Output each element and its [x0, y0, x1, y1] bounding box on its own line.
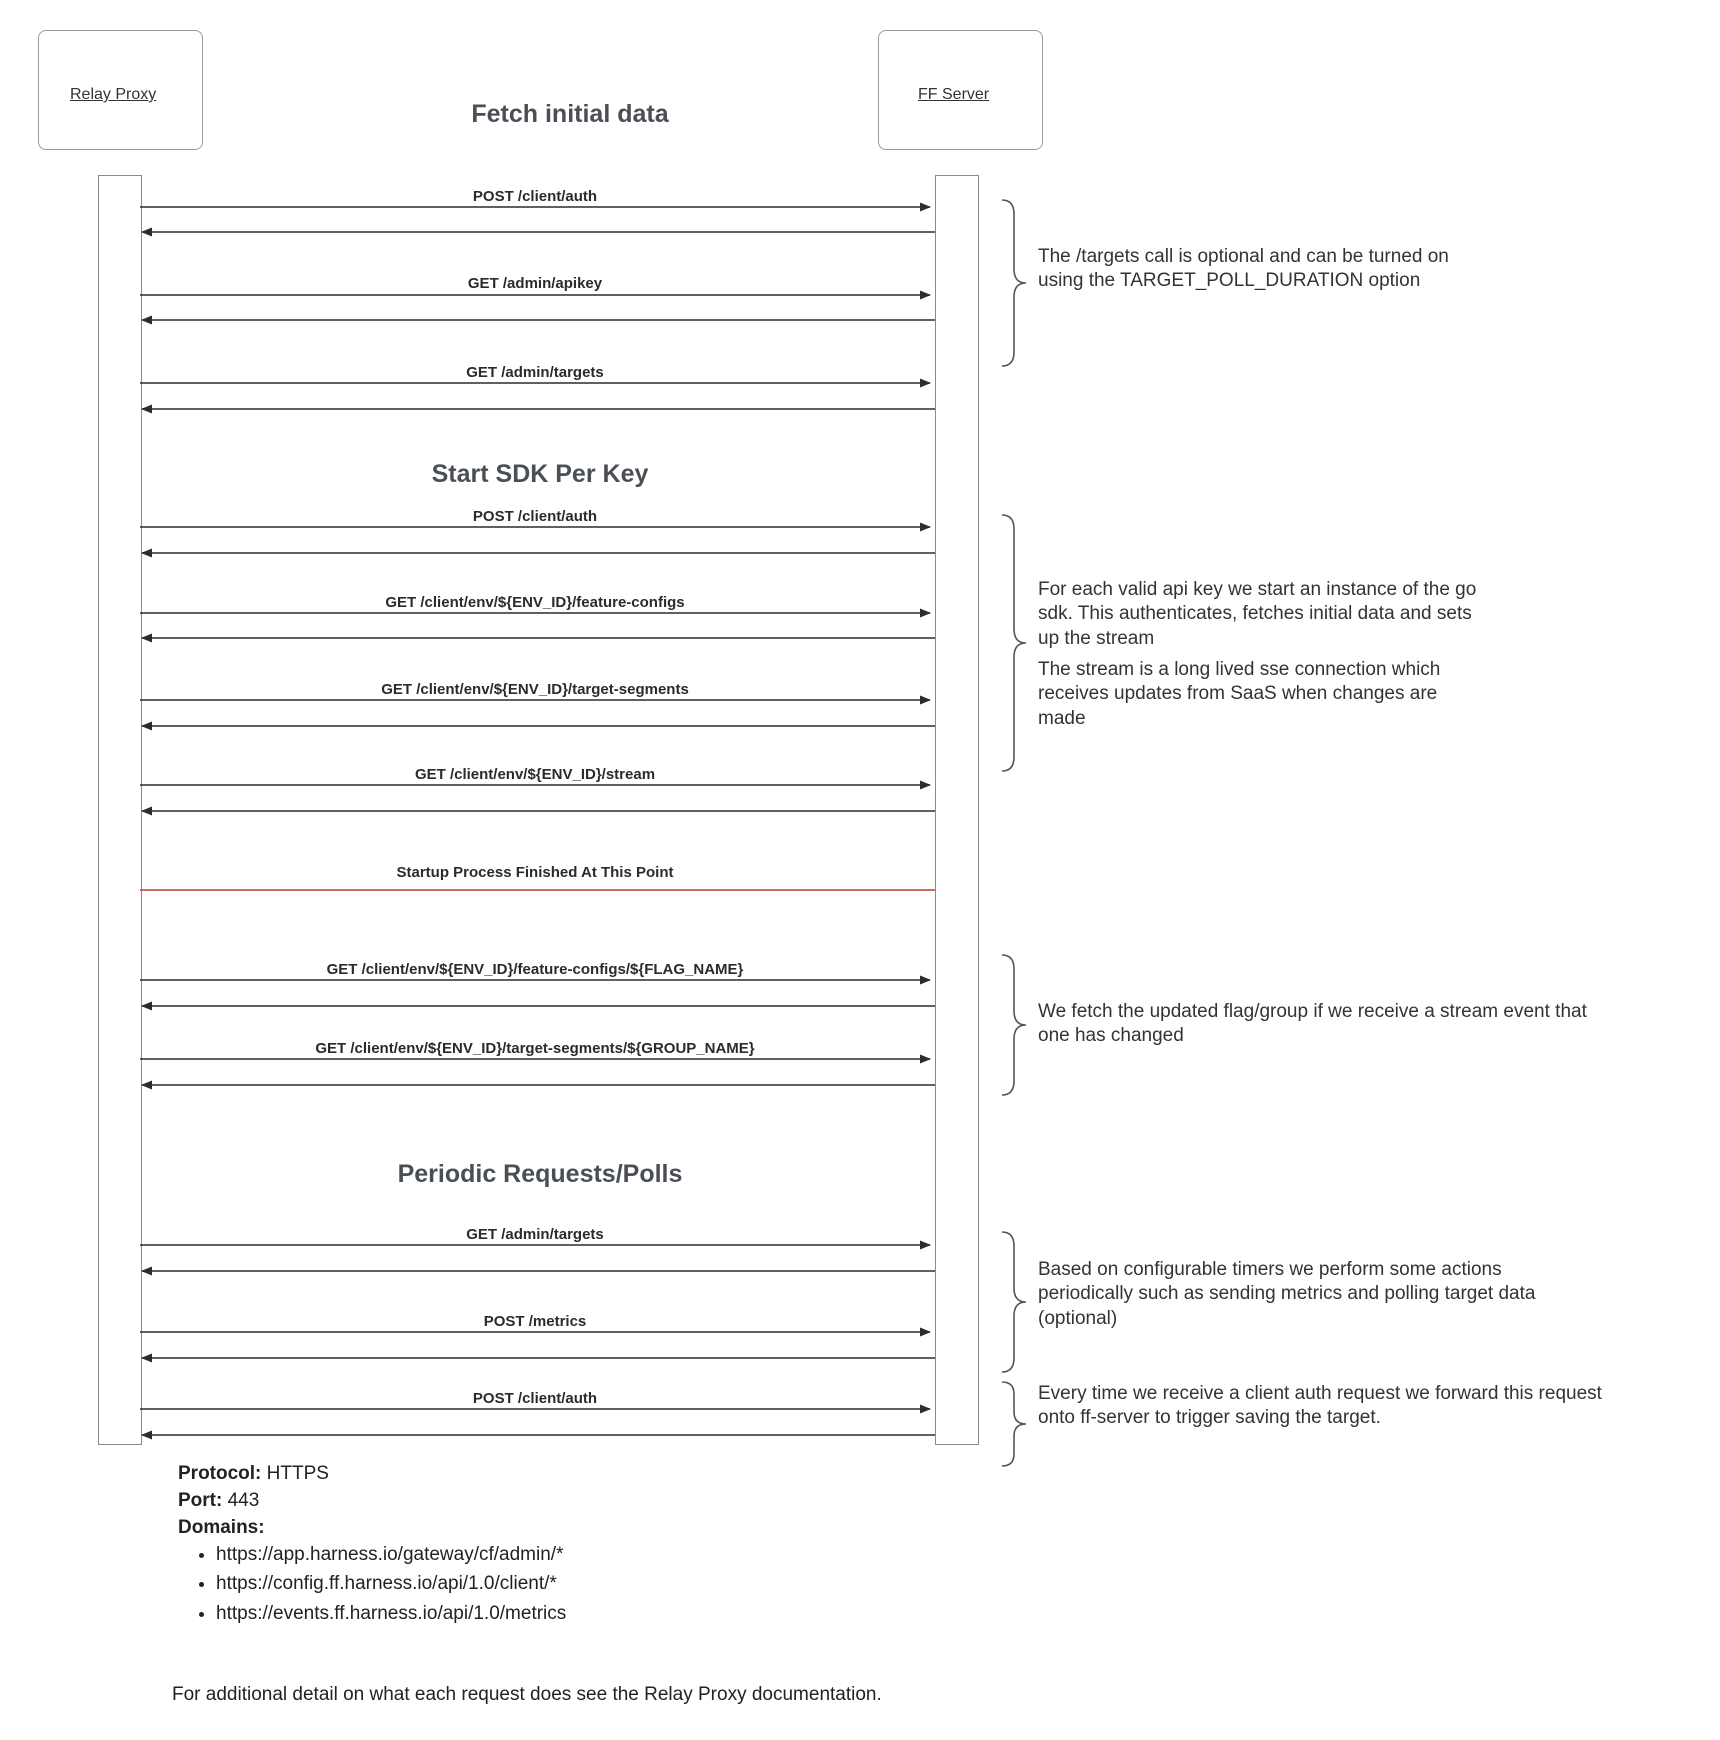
- footer-domains-list: [190, 1540, 916, 1628]
- section-title-start-sdk-per-key: Start SDK Per Key: [431, 460, 649, 488]
- footer-protocol-label: Protocol:: [178, 1463, 262, 1484]
- message-label: POST /client/auth: [472, 508, 598, 525]
- footer-port: [178, 1487, 778, 1515]
- note-stream-sse: The stream is a long lived sse connection which receives updates from SaaS when changes are made: [1038, 659, 1441, 729]
- message-label: GET /client/env/${ENV_ID}/stream: [414, 766, 656, 783]
- message-label: GET /client/env/${ENV_ID}/feature-configs/${FLAG_NAME}: [326, 961, 744, 978]
- note-updated-flag: We fetch the updated flag/group if we receive a stream event that one has changed: [1038, 1001, 1587, 1047]
- footer-domains-label: [178, 1514, 778, 1542]
- note-sdk-instance: For each valid api key we start an instance of the go sdk. This authenticates, fetches initial data and sets up the stream: [1038, 579, 1477, 649]
- message-label: GET /admin/apikey: [467, 275, 603, 292]
- list-item: • https://app.harness.io/gateway/cf/admin/*: [216, 1540, 916, 1569]
- footer-extra-note: For additional detail on what each request does see the Relay Proxy documentation.: [172, 1684, 882, 1705]
- footer-protocol-value: HTTPS: [266, 1463, 329, 1484]
- message-label: POST /client/auth: [472, 1390, 598, 1407]
- list-item: • https://events.ff.harness.io/api/1.0/metrics: [216, 1599, 916, 1628]
- footer-port-label: Port:: [178, 1490, 223, 1511]
- message-label: POST /client/auth: [472, 188, 598, 205]
- message-label: GET /client/env/${ENV_ID}/target-segments/${GROUP_NAME}: [315, 1040, 755, 1057]
- actor-label-ff-server: FF Server: [918, 86, 990, 103]
- message-label: GET /admin/targets: [466, 1226, 604, 1243]
- message-label: GET /admin/targets: [466, 364, 604, 381]
- list-item: • https://config.ff.harness.io/api/1.0/client/*: [216, 1569, 916, 1598]
- note-periodic-timers: Based on configurable timers we perform some actions periodically such as sending metrics and polling target data (optional): [1038, 1259, 1536, 1329]
- note-client-auth-forward: Every time we receive a client auth request we forward this request onto ff-server to trigger saving the target.: [1038, 1383, 1602, 1429]
- footer-protocol: [178, 1460, 778, 1488]
- section-title-periodic-requests: Periodic Requests/Polls: [397, 1160, 683, 1188]
- message-label: GET /client/env/${ENV_ID}/feature-configs: [385, 594, 685, 611]
- note-targets-optional: The /targets call is optional and can be turned on using the TARGET_POLL_DURATION option: [1038, 246, 1449, 292]
- footer-domains-label-text: Domains:: [178, 1517, 265, 1538]
- message-label: GET /client/env/${ENV_ID}/target-segments: [381, 681, 689, 698]
- divider-label: Startup Process Finished At This Point: [396, 864, 674, 881]
- footer-port-value: 443: [227, 1490, 260, 1511]
- actor-label-relay-proxy: Relay Proxy: [70, 86, 157, 103]
- section-title-fetch-initial-data: Fetch initial data: [471, 100, 669, 128]
- message-label: POST /metrics: [483, 1313, 587, 1330]
